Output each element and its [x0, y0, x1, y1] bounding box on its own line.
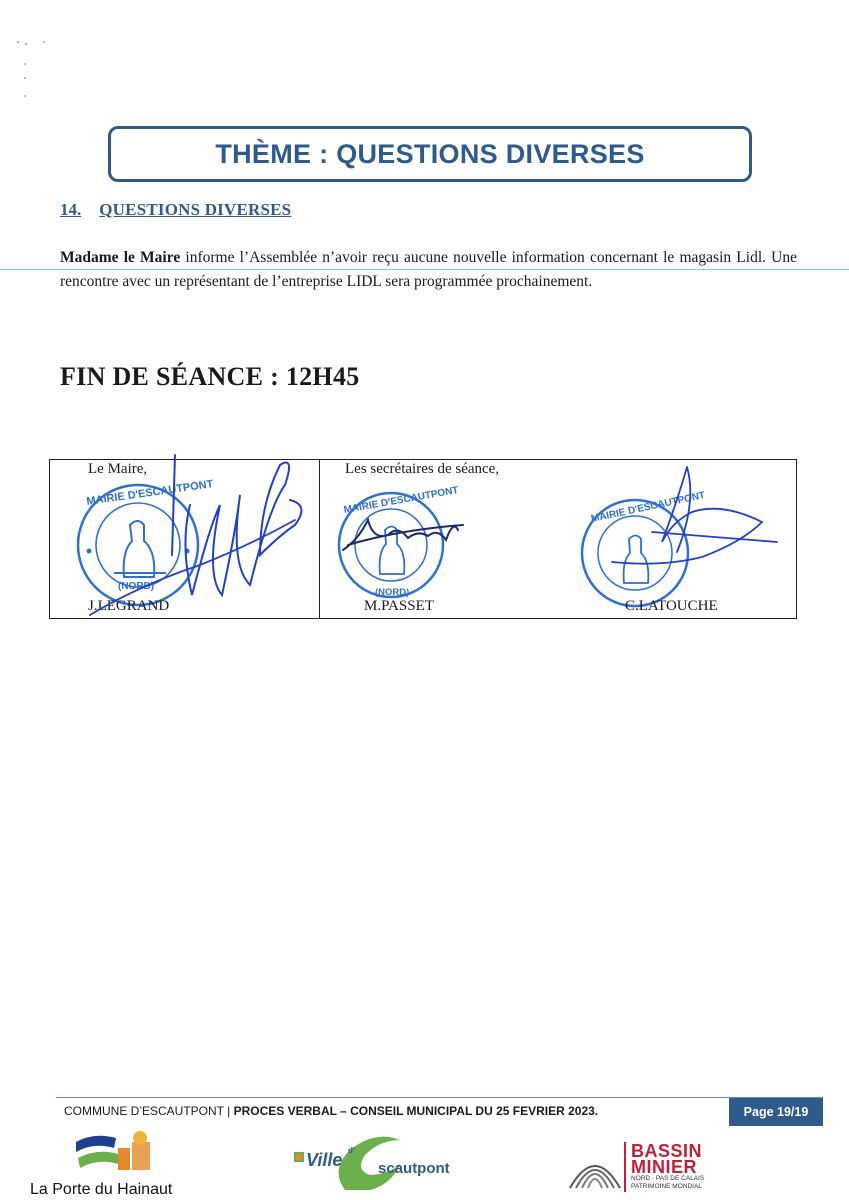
paragraph-lead: Madame le Maire	[60, 249, 181, 266]
mayor-signature	[80, 445, 310, 630]
footer-title	[64, 1104, 598, 1118]
signatory-name-mayor: J.LEGRAND	[88, 598, 170, 614]
secretary-stamp-2-text: MAIRIE D'ESCAUTPONT	[590, 490, 707, 525]
page-number-badge: Page 19/19	[729, 1098, 823, 1126]
bassin-sub-1: NORD · PAS DE CALAIS	[631, 1175, 705, 1182]
theme-title: THÈME : QUESTIONS DIVERSES	[215, 138, 645, 169]
mayor-label: Le Maire,	[88, 461, 148, 477]
footer-commune: COMMUNE D’ESCAUTPONT	[64, 1104, 224, 1118]
footer-separator: |	[223, 1104, 234, 1118]
bassin-minier-logo-icon	[566, 1142, 624, 1192]
bassin-sub-2: PATRIMOINE MONDIAL	[631, 1183, 702, 1190]
secretary-stamp-1-region: (NORD)	[375, 587, 410, 598]
footer-document: PROCES VERBAL – CONSEIL MUNICIPAL DU 25 FEVRIER 2023.	[233, 1104, 599, 1118]
signature-table-divider	[319, 459, 320, 619]
ville-logo-small: d'	[348, 1146, 355, 1155]
mayor-stamp-text: MAIRIE D'ESCAUTPONT	[85, 478, 215, 508]
secretary-2-signature	[592, 462, 782, 582]
bassin-line-1: BASSIN	[631, 1141, 703, 1161]
bassin-line-2: MINIER	[631, 1157, 697, 1177]
scan-line	[0, 269, 849, 270]
paragraph-body: informe l’Assemblée n’avoir reçu aucune nouvelle information concernant le magasin Lidl. Une rencontre avec un représentant de l’entreprise LIDL sera programmée prochainement.	[60, 249, 797, 290]
end-of-session-heading: FIN DE SÉANCE : 12H45	[60, 362, 360, 391]
section-number: 14.	[60, 200, 82, 219]
scan-speck-marks	[14, 38, 54, 108]
secretary-1-signature	[338, 510, 468, 560]
bassin-minier-subtitle	[631, 1175, 704, 1191]
section-heading	[60, 200, 291, 220]
ville-logo-name: scautpont	[378, 1160, 450, 1177]
porte-hainaut-logo-text: La Porte du Hainaut	[30, 1181, 173, 1198]
porte-hainaut-logo-icon	[74, 1128, 164, 1178]
secretaries-label: Les secrétaires de séance,	[345, 461, 500, 477]
theme-banner	[108, 126, 752, 182]
ville-logo-prefix: Ville	[306, 1150, 343, 1170]
mayor-stamp-region: (NORD)	[118, 581, 155, 592]
scan-artifacts	[14, 38, 54, 113]
signatory-name-secretary-2: C.LATOUCHE	[625, 598, 718, 614]
bassin-minier-divider	[624, 1142, 626, 1192]
signatory-name-secretary-1: M.PASSET	[364, 598, 434, 614]
footer-rule	[56, 1097, 823, 1098]
secretary-stamp-1-text: MAIRIE D'ESCAUTPONT	[342, 484, 460, 517]
bassin-minier-title	[631, 1143, 702, 1175]
section-title: QUESTIONS DIVERSES	[99, 200, 292, 219]
body-paragraph	[60, 246, 797, 294]
